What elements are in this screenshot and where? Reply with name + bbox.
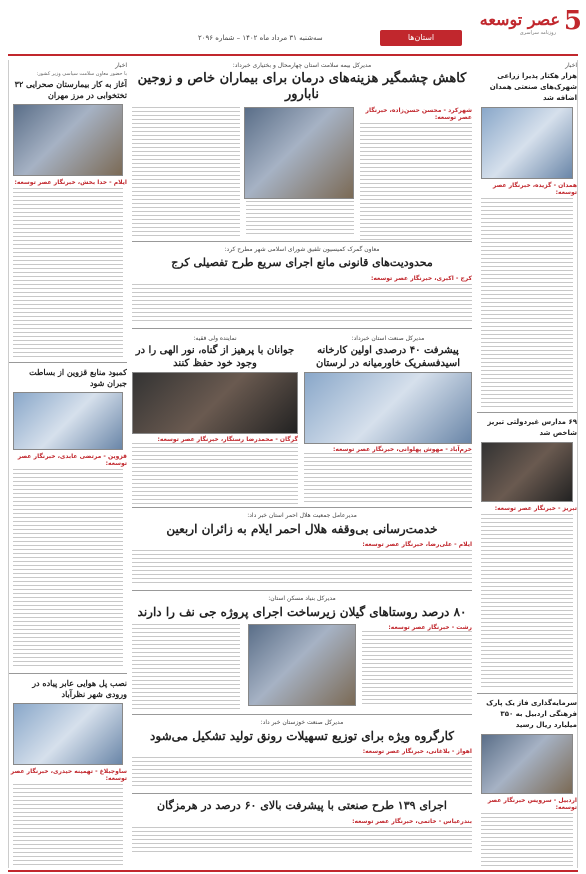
right-body-2 (481, 514, 573, 689)
body-8 (132, 827, 472, 853)
left-headline-2: کمبود منابع قزوین از بساطت جبران شود (29, 367, 127, 388)
official-photo (481, 734, 573, 794)
left-lede-3: ساوجبلاغ - تهمینه حیدری، خبرنگار عصر توسعه: (10, 768, 127, 782)
right-body-1 (481, 198, 573, 408)
headline-3: پیشرفت ۴۰ درصدی اولین کارخانه اسیدفسفریک خاورمیانه در لرستان (316, 345, 460, 369)
industrial-park-photo (481, 107, 573, 179)
kicker-3: مدیرکل صنعت استان خبرداد: (351, 335, 425, 342)
left-lede-2: قزوین - مرتضی عابدی، خبرنگار عصر توسعه: (17, 453, 127, 467)
health-official-photo (244, 107, 354, 199)
body-1 (360, 123, 472, 241)
kicker-1: مدیرکل بیمه سلامت استان چهارمحال و بختیاری خبرداد: (232, 62, 372, 69)
body-6b (132, 624, 240, 710)
body-7 (132, 757, 472, 789)
logo (478, 4, 586, 36)
right-kicker: اخبار (565, 62, 577, 69)
kicker-5: مدیرعامل جمعیت هلال احمر استان خبر داد: (247, 512, 357, 519)
kicker-7: مدیرکل صنعت خوزستان خبر داد: (260, 719, 344, 726)
headline-4: جوانان با پرهیز از گناه، نور الهی را در وجود خود حفظ کنند (135, 345, 295, 369)
left-body-1 (13, 188, 123, 358)
page-number: 5 (563, 6, 582, 36)
brand-subtitle: روزنامه سراسری (519, 30, 556, 36)
meeting-photo (13, 392, 123, 450)
body-5 (132, 550, 472, 586)
body-1b (246, 201, 354, 237)
kicker-6: مدیرکل بنیاد مسکن استان: (268, 595, 336, 602)
lede-6: رشت - خبرنگار عصر توسعه: (388, 624, 472, 631)
right-column (477, 60, 578, 868)
right-headline-3: سرمایه‌گذاری فاز یک پارک فرهنگی اردبیل به ۳۵۰ میلیارد ریال رسید (486, 699, 577, 729)
lede-2: کرج - اکبری، خبرنگار عصر توسعه: (370, 275, 472, 282)
cleric-photo (132, 372, 298, 434)
section-tag: استان‌ها (380, 30, 462, 46)
right-lede-2: تبریز - خبرنگار عصر توسعه: (494, 505, 577, 512)
lede-5: ایلام - علی‌رضا، خبرنگار عصر توسعه: (362, 541, 472, 548)
right-lede-1: همدان - گزیده، خبرنگار عصر توسعه: (492, 182, 577, 196)
headline-6: ۸۰ درصد روستاهای گیلان زیرساخت اجرای پروژه جی نف را دارند (137, 605, 467, 619)
issue-line: سه‌شنبه ۳۱ مرداد ماه ۱۴۰۲ – شماره ۲۰۹۶ (198, 34, 323, 42)
lede-3: خرم‌آباد - مهوش پهلوانی، خبرنگار عصر توسعه: (333, 446, 472, 453)
body-6 (362, 631, 472, 707)
left-lede-1: ایلام - خدا بخش، خبرنگار عصر توسعه: (14, 179, 127, 186)
headline-2: محدودیت‌های قانونی مانع اجرای سریع طرح تفصیلی کرج (171, 256, 433, 269)
right-headline-1: هزار هکتار پذیرا زراعی شهرک‌های صنعتی همدان اضافه شد (489, 72, 577, 102)
left-headline-3: نصب پل هوایی عابر پیاده در ورودی شهر نظرآباد (32, 678, 127, 699)
right-lede-3: اردبیل - سرویس خبرنگار عصر توسعه: (487, 797, 577, 811)
headline-8: اجرای ۱۳۹ طرح صنعتی با پیشرفت بالای ۶۰ درصد در هرمزگان (157, 799, 447, 812)
school-photo (481, 442, 573, 502)
main-column (132, 60, 472, 868)
body-4 (132, 443, 298, 507)
lede-8: بندرعباس - خاتمی، خبرنگار عصر توسعه: (352, 818, 472, 825)
footer-rule (8, 870, 578, 872)
housing-official-photo (248, 624, 356, 706)
left-body-3 (13, 784, 123, 868)
left-kicker: اخبار (115, 62, 127, 69)
lede-4: گرگان - محمدرضا رستگار، خبرنگار عصر توسعه: (157, 436, 298, 443)
bridge-photo (13, 703, 123, 765)
lede-7: اهواز - بلاغانی، خبرنگار عصر توسعه: (362, 748, 472, 755)
right-headline-2: ۶۹ مدارس غیردولتی تبریز شاخص شد (487, 418, 577, 437)
left-headline-1: آغاز به کار بیمارستان صحرایی ۳۲ تختخوابی در مرز مهران (14, 79, 127, 100)
body-2 (132, 284, 472, 324)
kicker-2: معاون گمرک کمیسیون تلفیق شورای اسلامی شهر مطرح کرد: (224, 246, 380, 253)
lede-1: شهرکرد - محسن حسن‌زاده، خبرنگار عصر توسعه: (365, 107, 472, 121)
body-1c (132, 107, 240, 237)
right-body-3 (481, 813, 573, 868)
hospital-photo (13, 104, 123, 176)
masthead (8, 28, 578, 56)
body-3 (304, 453, 472, 505)
brand-name: عصر توسعه (479, 10, 560, 29)
factory-photo (304, 372, 472, 444)
left-sub: با حضور معاون سلامت سیاسی وزیر کشور: (36, 71, 127, 77)
left-column (8, 60, 127, 868)
headline-7: کارگروه ویژه برای توزیع تسهیلات رونق تولید تشکیل می‌شود (150, 729, 454, 743)
headline-1: کاهش چشمگیر هزینه‌های درمان برای بیماران خاص و زوجین نابارور (137, 71, 467, 102)
headline-5: خدمت‌رسانی بی‌وقفه هلال احمر ایلام به زائران اربعین (166, 522, 438, 536)
left-body-2 (13, 469, 123, 669)
kicker-4: نماینده ولی فقیه: (193, 335, 237, 342)
